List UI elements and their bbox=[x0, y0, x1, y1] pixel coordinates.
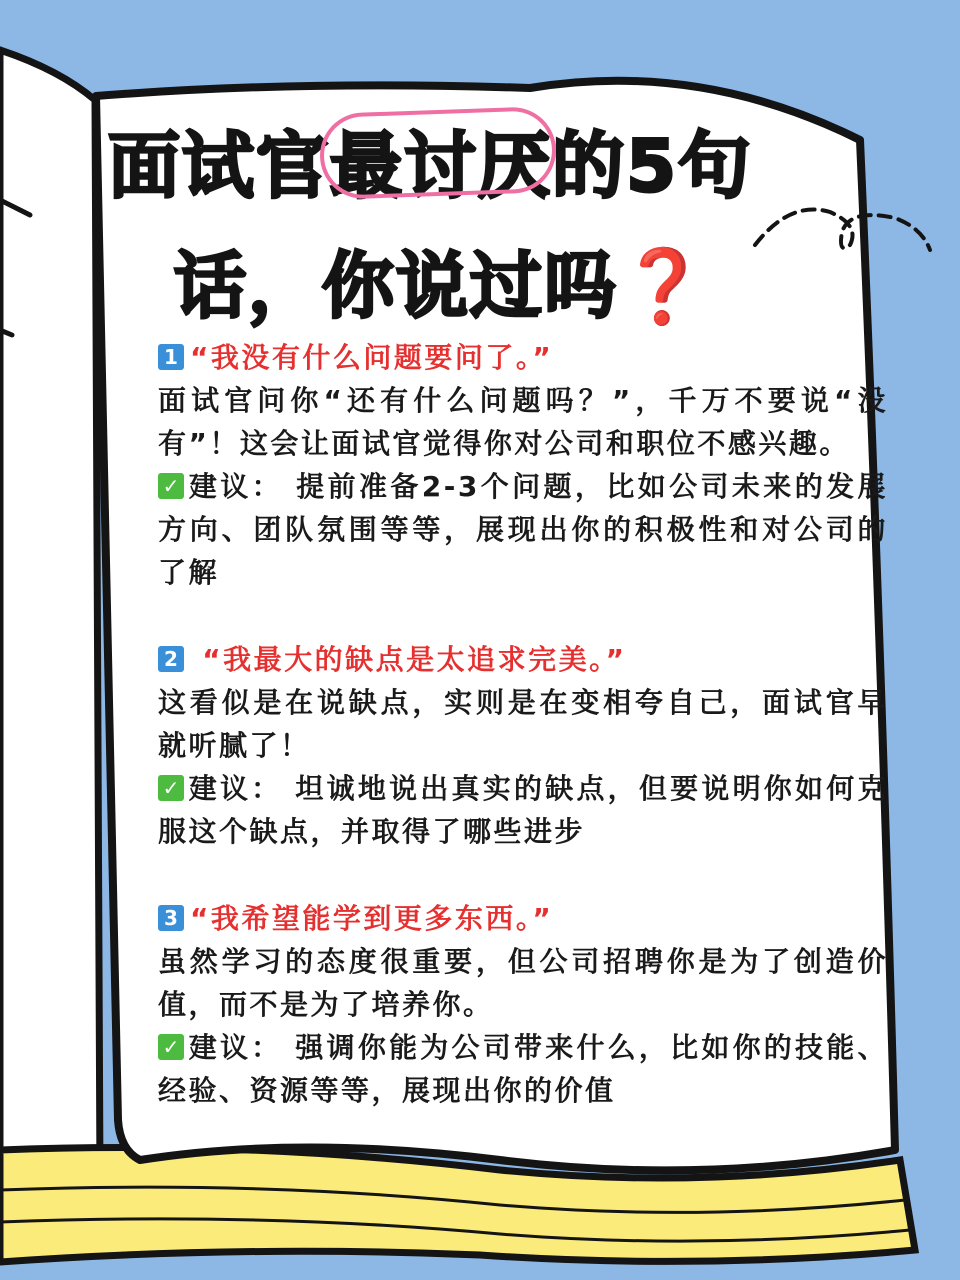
advice-text: 提前准备2-3个问题，比如公司未来的发展方向、团队氛围等等，展现出你的积极性和对公司的了解 bbox=[158, 470, 888, 589]
advice-text: 强调你能为公司带来什么，比如你的技能、经验、资源等等，展现出你的价值 bbox=[158, 1031, 888, 1107]
check-mark-icon: ✓ bbox=[158, 1034, 184, 1060]
title-line-1 bbox=[108, 108, 960, 212]
tip-quote: 2 “我最大的缺点是太追求完美。” bbox=[158, 638, 888, 681]
tip-section-2 bbox=[158, 638, 888, 853]
title-prefix: 面试官 bbox=[108, 124, 331, 208]
tip-advice bbox=[158, 767, 888, 853]
tip-section-3 bbox=[158, 897, 888, 1112]
title-line-2 bbox=[174, 228, 960, 332]
tip-quote: 1 “我没有什么问题要问了。” bbox=[158, 336, 888, 379]
advice-label: 建议： bbox=[188, 470, 284, 503]
check-mark-icon: ✓ bbox=[158, 775, 184, 801]
tip-advice bbox=[158, 1026, 888, 1112]
advice-label: 建议： bbox=[188, 1031, 283, 1064]
number-badge-icon: 1 bbox=[158, 344, 184, 370]
title-suffix: 的5句 bbox=[552, 124, 753, 208]
advice-label: 建议： bbox=[188, 772, 283, 805]
advice-text: 坦诚地说出真实的缺点，但要说明你如何克服这个缺点，并取得了哪些进步 bbox=[158, 772, 888, 848]
tip-explanation: 虽然学习的态度很重要，但公司招聘你是为了创造价值，而不是为了培养你。 bbox=[158, 945, 888, 1021]
highlight-ring bbox=[319, 106, 558, 200]
left-page bbox=[0, 50, 100, 1180]
tip-quote: 3 “我希望能学到更多东西。” bbox=[158, 897, 888, 940]
title-line-2-text: 话，你说过吗 bbox=[174, 244, 619, 328]
tip-explanation: 面试官问你“还有什么问题吗？”，千万不要说“没有”！这会让面试官觉得你对公司和职位不感兴趣。 bbox=[158, 384, 888, 460]
tip-advice bbox=[158, 465, 888, 594]
check-mark-icon: ✓ bbox=[158, 473, 184, 499]
number-badge-icon: 3 bbox=[158, 905, 184, 931]
tip-section-1 bbox=[158, 336, 888, 594]
tips-content bbox=[158, 336, 888, 1156]
tip-explanation: 这看似是在说缺点，实则是在变相夸自己，面试官早就听腻了！ bbox=[158, 686, 888, 762]
number-badge-icon: 2 bbox=[158, 646, 184, 672]
question-mark-icon: ❓ bbox=[618, 244, 710, 328]
title-highlight: 最讨厌 bbox=[330, 108, 552, 212]
